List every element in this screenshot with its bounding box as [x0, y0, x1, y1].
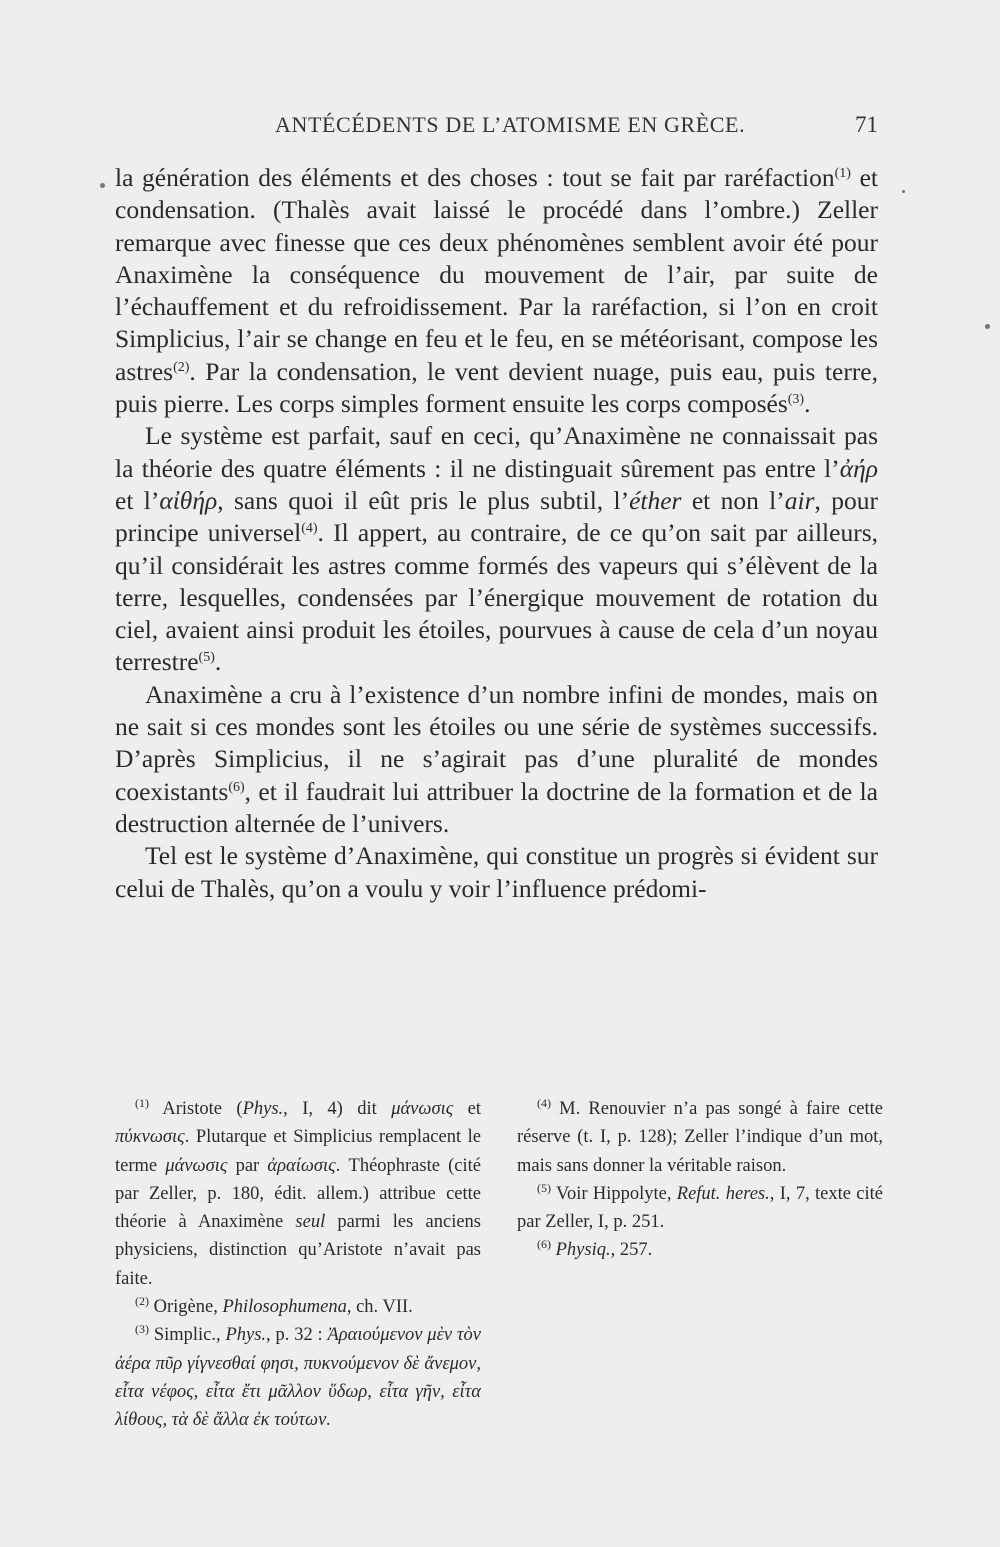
text-run: Tel est le système d’Anaximène, qui constitue un progrès si évident sur celui de Thalès, qu’on a voulu y voir l’influence prédomi- [115, 841, 878, 903]
text-run: . [804, 389, 811, 419]
paragraph [115, 679, 878, 840]
text-run: par [227, 1155, 268, 1176]
paragraph [115, 420, 878, 678]
text-run: Origène, [149, 1297, 223, 1318]
footnote-number: (4) [537, 1096, 551, 1110]
running-title: ANTÉCÉDENTS DE L’ATOMISME EN GRÈCE. [275, 112, 746, 137]
footnote-5 [517, 1180, 883, 1237]
text-run: , I, 7, texte cité par Zeller, I, p. 251. [517, 1183, 883, 1233]
paragraph [115, 162, 878, 420]
text-run: , I, 4) dit [283, 1099, 392, 1119]
text-run: , 257. [610, 1240, 653, 1261]
italic-term: Philosophumena [222, 1297, 347, 1318]
footnote-4 [517, 1095, 883, 1180]
running-head [115, 112, 878, 148]
footnote-number: (5) [537, 1180, 551, 1195]
greek-word: μάνωσις [391, 1099, 454, 1119]
text-run: . Il appert, au contraire, de ce qu’on sait par ailleurs, qu’il considérait les astres comme formés des vapeurs qui s’élèvent de la terre, lesquelles, condensées par l’énergique mouvement de rotation du ciel, avaient ainsi produit les étoiles, pourvues à cause de cela d’un noyau terrestre [115, 518, 878, 677]
greek-word: ἀήρ [839, 453, 878, 483]
text-run: parmi les anciens physiciens, distinction qu’Aristote n’avait pas faite. [115, 1212, 481, 1289]
greek-word: πύκνωσις [115, 1127, 185, 1148]
italic-term: Refut. heres. [676, 1183, 770, 1204]
text-run: la génération des éléments et des choses : tout se fait par raréfaction [115, 163, 835, 192]
greek-word: ἀραίωσις [267, 1155, 336, 1176]
main-text [115, 162, 878, 905]
greek-word: μάνωσις [165, 1155, 228, 1176]
footnote-6 [517, 1236, 883, 1264]
text-run: , p. 32 : [266, 1325, 328, 1346]
text-run: et [453, 1099, 481, 1119]
text-run: . Par la condensation, le vent devient nuage, puis eau, puis terre, puis pierre. Les corps simples forment ensuite les corps composés [115, 356, 878, 419]
footnote-2 [115, 1293, 481, 1321]
text-run: , sans quoi il eût pris le plus subtil, l’ [217, 485, 630, 515]
footnote-ref: (4) [301, 521, 318, 537]
margin-dot [100, 183, 105, 188]
footnote-number: (3) [135, 1322, 149, 1337]
text-run: M. Renouvier n’a pas songé à faire cette réserve (t. I, p. 128); Zeller l’indique d’un mot, mais sans donner la véritable raison. [517, 1099, 883, 1176]
footnote-number: (1) [135, 1096, 149, 1110]
footnote-number: (6) [537, 1237, 551, 1252]
italic-term: Physiq. [555, 1240, 611, 1261]
footnote-1 [115, 1095, 481, 1293]
text-run: Aristote ( [149, 1099, 243, 1119]
footnote-ref: (3) [787, 392, 805, 408]
text-run: , ch. VII. [346, 1297, 413, 1318]
text-run: . [214, 647, 222, 677]
text-run: et non l’ [681, 485, 785, 515]
text-run: , pour principe universel [115, 485, 878, 548]
footnote-ref: (2) [173, 359, 190, 375]
footnote-ref: (5) [198, 650, 215, 666]
greek-quotation: Ἀραιούμενον μὲν τὸν ἀέρα πῦρ γίγνεσθαί φησι, πυκνούμενον δὲ ἄνεμον, εἶτα νέφος, εἶτα ἔτι μᾶλλον ὕδωρ, εἶτα γῆν, εἶτα λίθους, τὰ δὲ ἄλλα ἐκ τούτων. [115, 1325, 481, 1431]
footnote-number: (2) [135, 1294, 149, 1309]
footnotes-left-column [115, 1095, 481, 1435]
text-run: . Plutarque et Simplicius remplacent le terme [115, 1127, 481, 1176]
text-run: . Théophraste (cité par Zeller, p. 180, édit. allem.) attribue cette théorie à Anaximène [115, 1155, 482, 1233]
footnote-3 [115, 1321, 481, 1434]
footnote-ref: (6) [228, 779, 245, 795]
text-run: Anaximène a cru à l’existence d’un nombre infini de mondes, mais on ne sait si ces mondes sont les étoiles ou une série de systèmes successifs. D’après Simplicius, il ne s’agirait pas d’une pluralité de mondes coexistants [115, 679, 878, 806]
text-run: Voir Hippolyte, [551, 1183, 677, 1204]
text-run: et l’ [115, 485, 160, 515]
italic-term: air [784, 485, 815, 515]
italic-term: éther [629, 485, 682, 515]
paragraph [115, 840, 878, 905]
margin-dot [902, 190, 905, 193]
page-number: 71 [855, 112, 878, 137]
italic-term: Phys. [242, 1099, 284, 1119]
text-run: et condensation. (Thalès avait laissé le procédé dans l’ombre.) Zeller remarque avec finesse que ces deux phénomènes semblent avoir été pour Anaximène la conséquence du mouvement de l’air, par suite de l’échauffement et du refroidissement. Par la raréfaction, si l’on en croit Simplicius, l’air se change en feu et le feu, en se météorisant, compose les astres [115, 163, 878, 386]
margin-dot [985, 324, 990, 329]
text-run: Simplic., [149, 1325, 226, 1346]
text-run: Le système est parfait, sauf en ceci, qu’Anaximène ne connaissait pas la théorie des quatre éléments : il ne distinguait sûrement pas entre l’ [115, 421, 878, 483]
greek-word: αἰθήρ [159, 485, 218, 515]
italic-term: Phys. [225, 1325, 267, 1346]
text-run: , et il faudrait lui attribuer la doctrine de la formation et de la destruction alternée de l’univers. [115, 776, 878, 838]
italic-term: seul [295, 1212, 326, 1233]
footnotes-right-column [517, 1095, 883, 1265]
footnote-ref: (1) [834, 166, 851, 181]
